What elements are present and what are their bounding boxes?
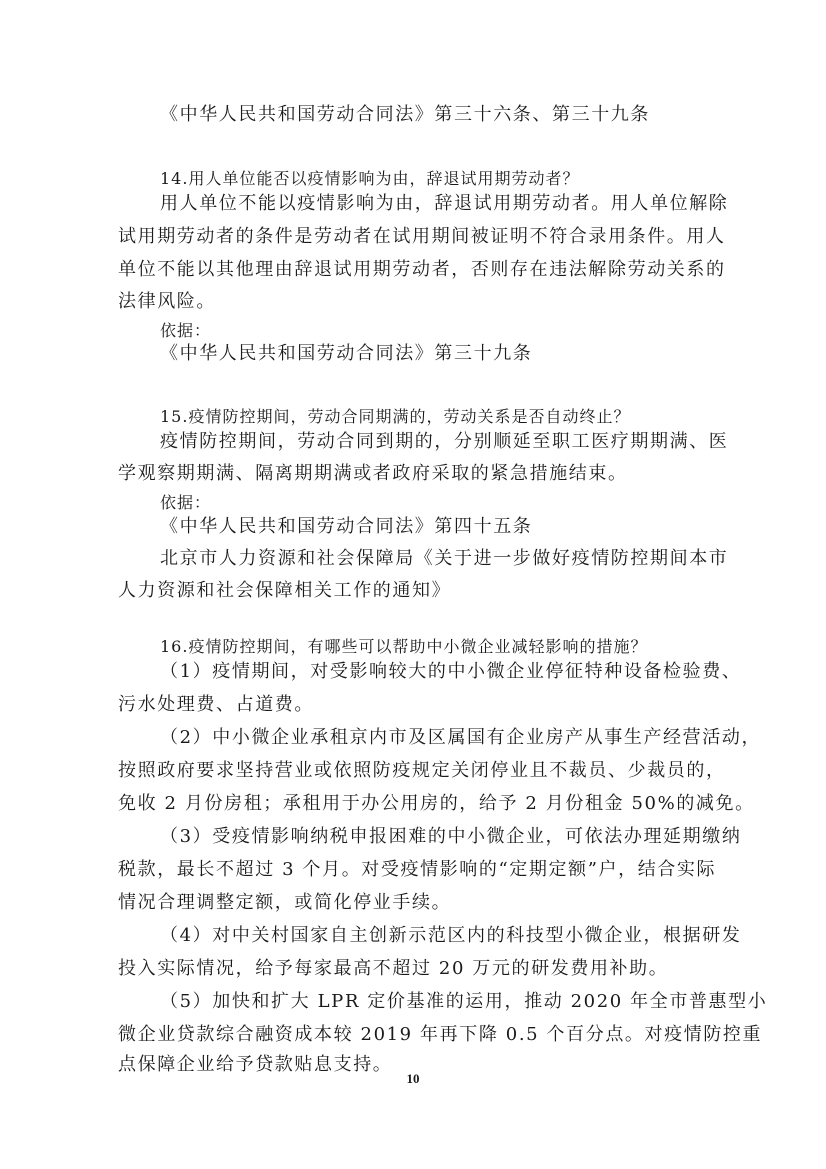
- measure-line: （3）受疫情影响纳税申报困难的中小微企业，可依法办理延期缴纳: [160, 826, 742, 847]
- measure-line: 按照政府要求坚持营业或依照防疫规定关闭停业且不裁员、少裁员的，: [118, 760, 726, 781]
- measure-line: 微企业贷款综合融资成本较 2019 年再下降 0.5 个百分点。对疫情防控重: [118, 1024, 763, 1045]
- measure-line: 投入实际情况，给予每家最高不超过 20 万元的研发费用补助。: [118, 958, 669, 979]
- question-15: 15.疫情防控期间，劳动合同期满的，劳动关系是否自动终止？: [160, 407, 631, 426]
- measure-line: （4）对中关村国家自主创新示范区内的科技型小微企业，根据研发: [160, 925, 742, 946]
- measure-line: （2）中小微企业承租京内市及区属国有企业房产从事生产经营活动，: [160, 727, 762, 748]
- law-reference: 《中华人民共和国劳动合同法》第三十六条、第三十九条: [160, 104, 650, 125]
- measure-line: 污水处理费、占道费。: [118, 694, 314, 715]
- measure-line: （1）疫情期间，对受影响较大的中小微企业停征特种设备检验费、: [160, 661, 742, 682]
- answer-line: 疫情防控期间，劳动合同到期的，分别顺延至职工医疗期期满、医: [160, 431, 729, 452]
- answer-line: 学观察期期满、隔离期期满或者政府采取的紧急措施结束。: [118, 463, 628, 484]
- answer-line: 用人单位不能以疫情影响为由，辞退试用期劳动者。用人单位解除: [160, 193, 729, 214]
- answer-line: 法律风险。: [118, 291, 216, 312]
- basis-label: 依据：: [160, 493, 212, 512]
- law-reference: 《中华人民共和国劳动合同法》第三十九条: [160, 343, 533, 364]
- law-reference: 人力资源和社会保障相关工作的通知》: [118, 580, 452, 601]
- answer-line: 单位不能以其他理由辞退试用期劳动者，否则存在违法解除劳动关系的: [118, 259, 726, 280]
- measure-line: 点保障企业给予贷款贴息支持。: [118, 1054, 393, 1075]
- basis-label: 依据：: [160, 321, 212, 340]
- measure-line: 免收 2 月份房租；承租用于办公用房的，给予 2 月份租金 50%的减免。: [118, 793, 755, 814]
- measure-line: 税款，最长不超过 3 个月。对受疫情影响的“定期定额”户，结合实际: [118, 859, 717, 880]
- page-number: 10: [406, 1071, 420, 1086]
- measure-line: （5）加快和扩大 LPR 定价基准的运用，推动 2020 年全市普惠型小: [160, 991, 768, 1012]
- measure-line: 情况合理调整定额，或简化停业手续。: [118, 892, 452, 913]
- answer-line: 试用期劳动者的条件是劳动者在试用期间被证明不符合录用条件。用人: [118, 226, 726, 247]
- law-reference: 北京市人力资源和社会保障局《关于进一步做好疫情防控期间本市: [160, 548, 729, 569]
- law-reference: 《中华人民共和国劳动合同法》第四十五条: [160, 516, 533, 537]
- question-14: 14.用人单位能否以疫情影响为由，辞退试用期劳动者？: [160, 169, 580, 188]
- question-16: 16.疫情防控期间，有哪些可以帮助中小微企业减轻影响的措施？: [160, 637, 648, 656]
